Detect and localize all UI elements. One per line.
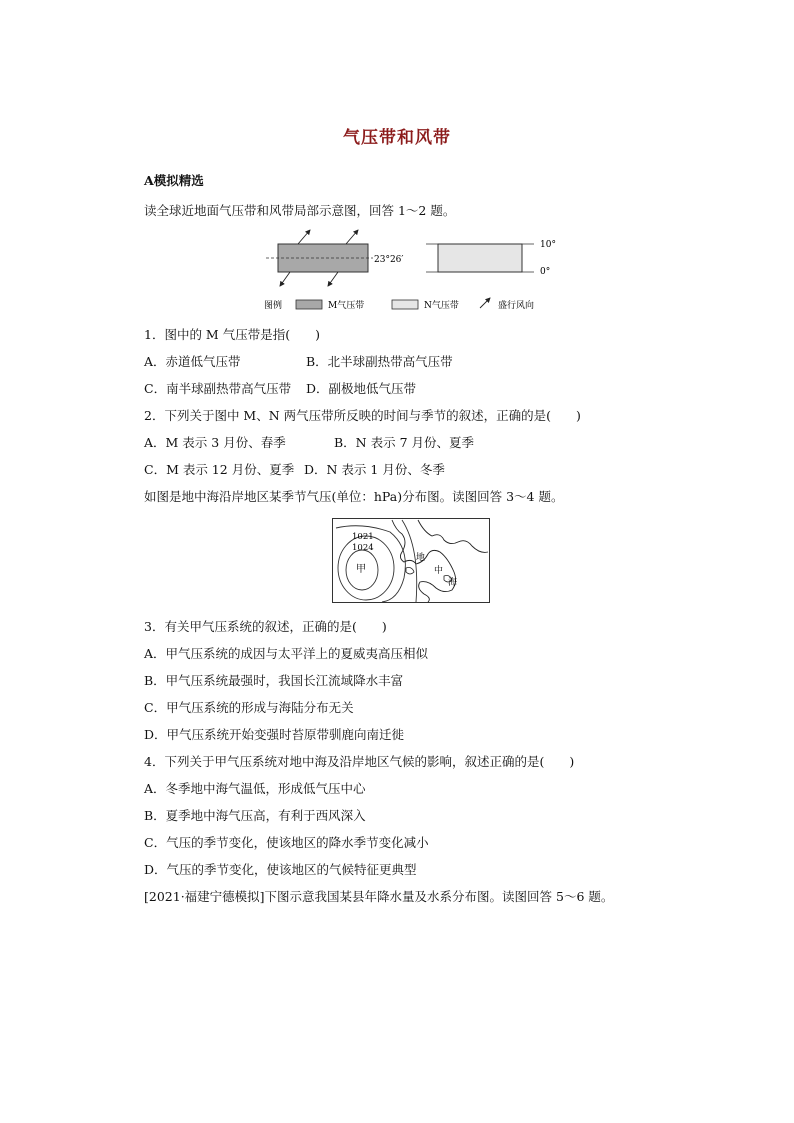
page-title: 气压带和风带 [343, 128, 451, 148]
sea-label-di: 地 [416, 553, 426, 563]
q1-option-a: A．赤道低气压带 [144, 354, 241, 369]
legend-wind-label: 盛行风向 [498, 301, 535, 311]
intro-q5-6: [2021·福建宁德模拟]下图示意我国某县年降水量及水系分布图。读图回答 5～6 题。 [144, 889, 614, 904]
q4-option-c: C．气压的季节变化，使该地区的降水季节变化减小 [144, 835, 429, 850]
legend-n-swatch [392, 300, 418, 309]
intro-q3-4: 如图是地中海沿岸地区某季节气压(单位：hPa)分布图。读图回答 3～4 题。 [144, 489, 564, 504]
intro-q1-2: 读全球近地面气压带和风带局部示意图，回答 1～2 题。 [144, 203, 456, 218]
legend-wind-arrow-icon [480, 298, 490, 308]
q2-option-c: C．M 表示 12 月份、夏季 [144, 462, 295, 477]
q1-option-b: B．北半球副热带高气压带 [306, 354, 453, 369]
legend-m-label: M气压带 [328, 301, 365, 311]
wind-arrow-icon [328, 272, 338, 286]
pressure-center-label: 甲 [356, 564, 366, 575]
legend-n-label: N气压带 [424, 301, 459, 311]
isobar-map-figure [332, 518, 490, 603]
q3-option-b: B．甲气压系统最强时，我国长江流域降水丰富 [144, 673, 404, 688]
q1-option-c: C．南半球副热带高气压带 [144, 381, 292, 396]
sea-label-zhong: 中 [434, 566, 444, 576]
section-label: A模拟精选 [144, 173, 204, 188]
q2-option-d: D．N 表示 1 月份、冬季 [304, 462, 445, 477]
pressure-belt-figure [258, 228, 558, 316]
q4-stem: 4．下列关于甲气压系统对地中海及沿岸地区气候的影响，叙述正确的是( ) [144, 754, 575, 769]
q3-option-c: C．甲气压系统的形成与海陆分布无关 [144, 700, 354, 715]
q3-option-a: A．甲气压系统的成因与太平洋上的夏威夷高压相似 [144, 646, 429, 661]
q3-stem: 3．有关甲气压系统的叙述，正确的是( ) [144, 619, 387, 634]
q1-stem: 1．图中的 M 气压带是指( ) [144, 327, 320, 342]
isobar-label-1024: 1024 [352, 543, 374, 553]
legend-title: 图例 [264, 301, 283, 311]
q4-option-d: D．气压的季节变化，使该地区的气候特征更典型 [144, 862, 417, 877]
n-pressure-belt [438, 244, 522, 272]
q1-option-d: D．副极地低气压带 [306, 381, 417, 396]
q2-option-b: B．N 表示 7 月份、夏季 [334, 435, 474, 450]
wind-arrow-icon [346, 230, 358, 244]
q3-option-d: D．甲气压系统开始变强时苔原带驯鹿向南迁徙 [144, 727, 405, 742]
wind-arrow-icon [298, 230, 310, 244]
latitude-label-main: 23°26′ [374, 255, 404, 265]
isobar-label-1021: 1021 [352, 532, 374, 542]
q4-option-b: B．夏季地中海气压高，有利于西风深入 [144, 808, 366, 823]
sea-label-hai: 海 [448, 578, 458, 588]
q2-option-a: A．M 表示 3 月份、春季 [144, 435, 286, 450]
latitude-label-top: 10° [540, 240, 556, 250]
wind-arrow-icon [280, 272, 290, 286]
q2-stem: 2．下列关于图中 M、N 两气压带所反映的时间与季节的叙述，正确的是( ) [144, 408, 581, 423]
q4-option-a: A．冬季地中海气温低，形成低气压中心 [144, 781, 366, 796]
legend-m-swatch [296, 300, 322, 309]
latitude-label-bottom: 0° [540, 267, 551, 277]
